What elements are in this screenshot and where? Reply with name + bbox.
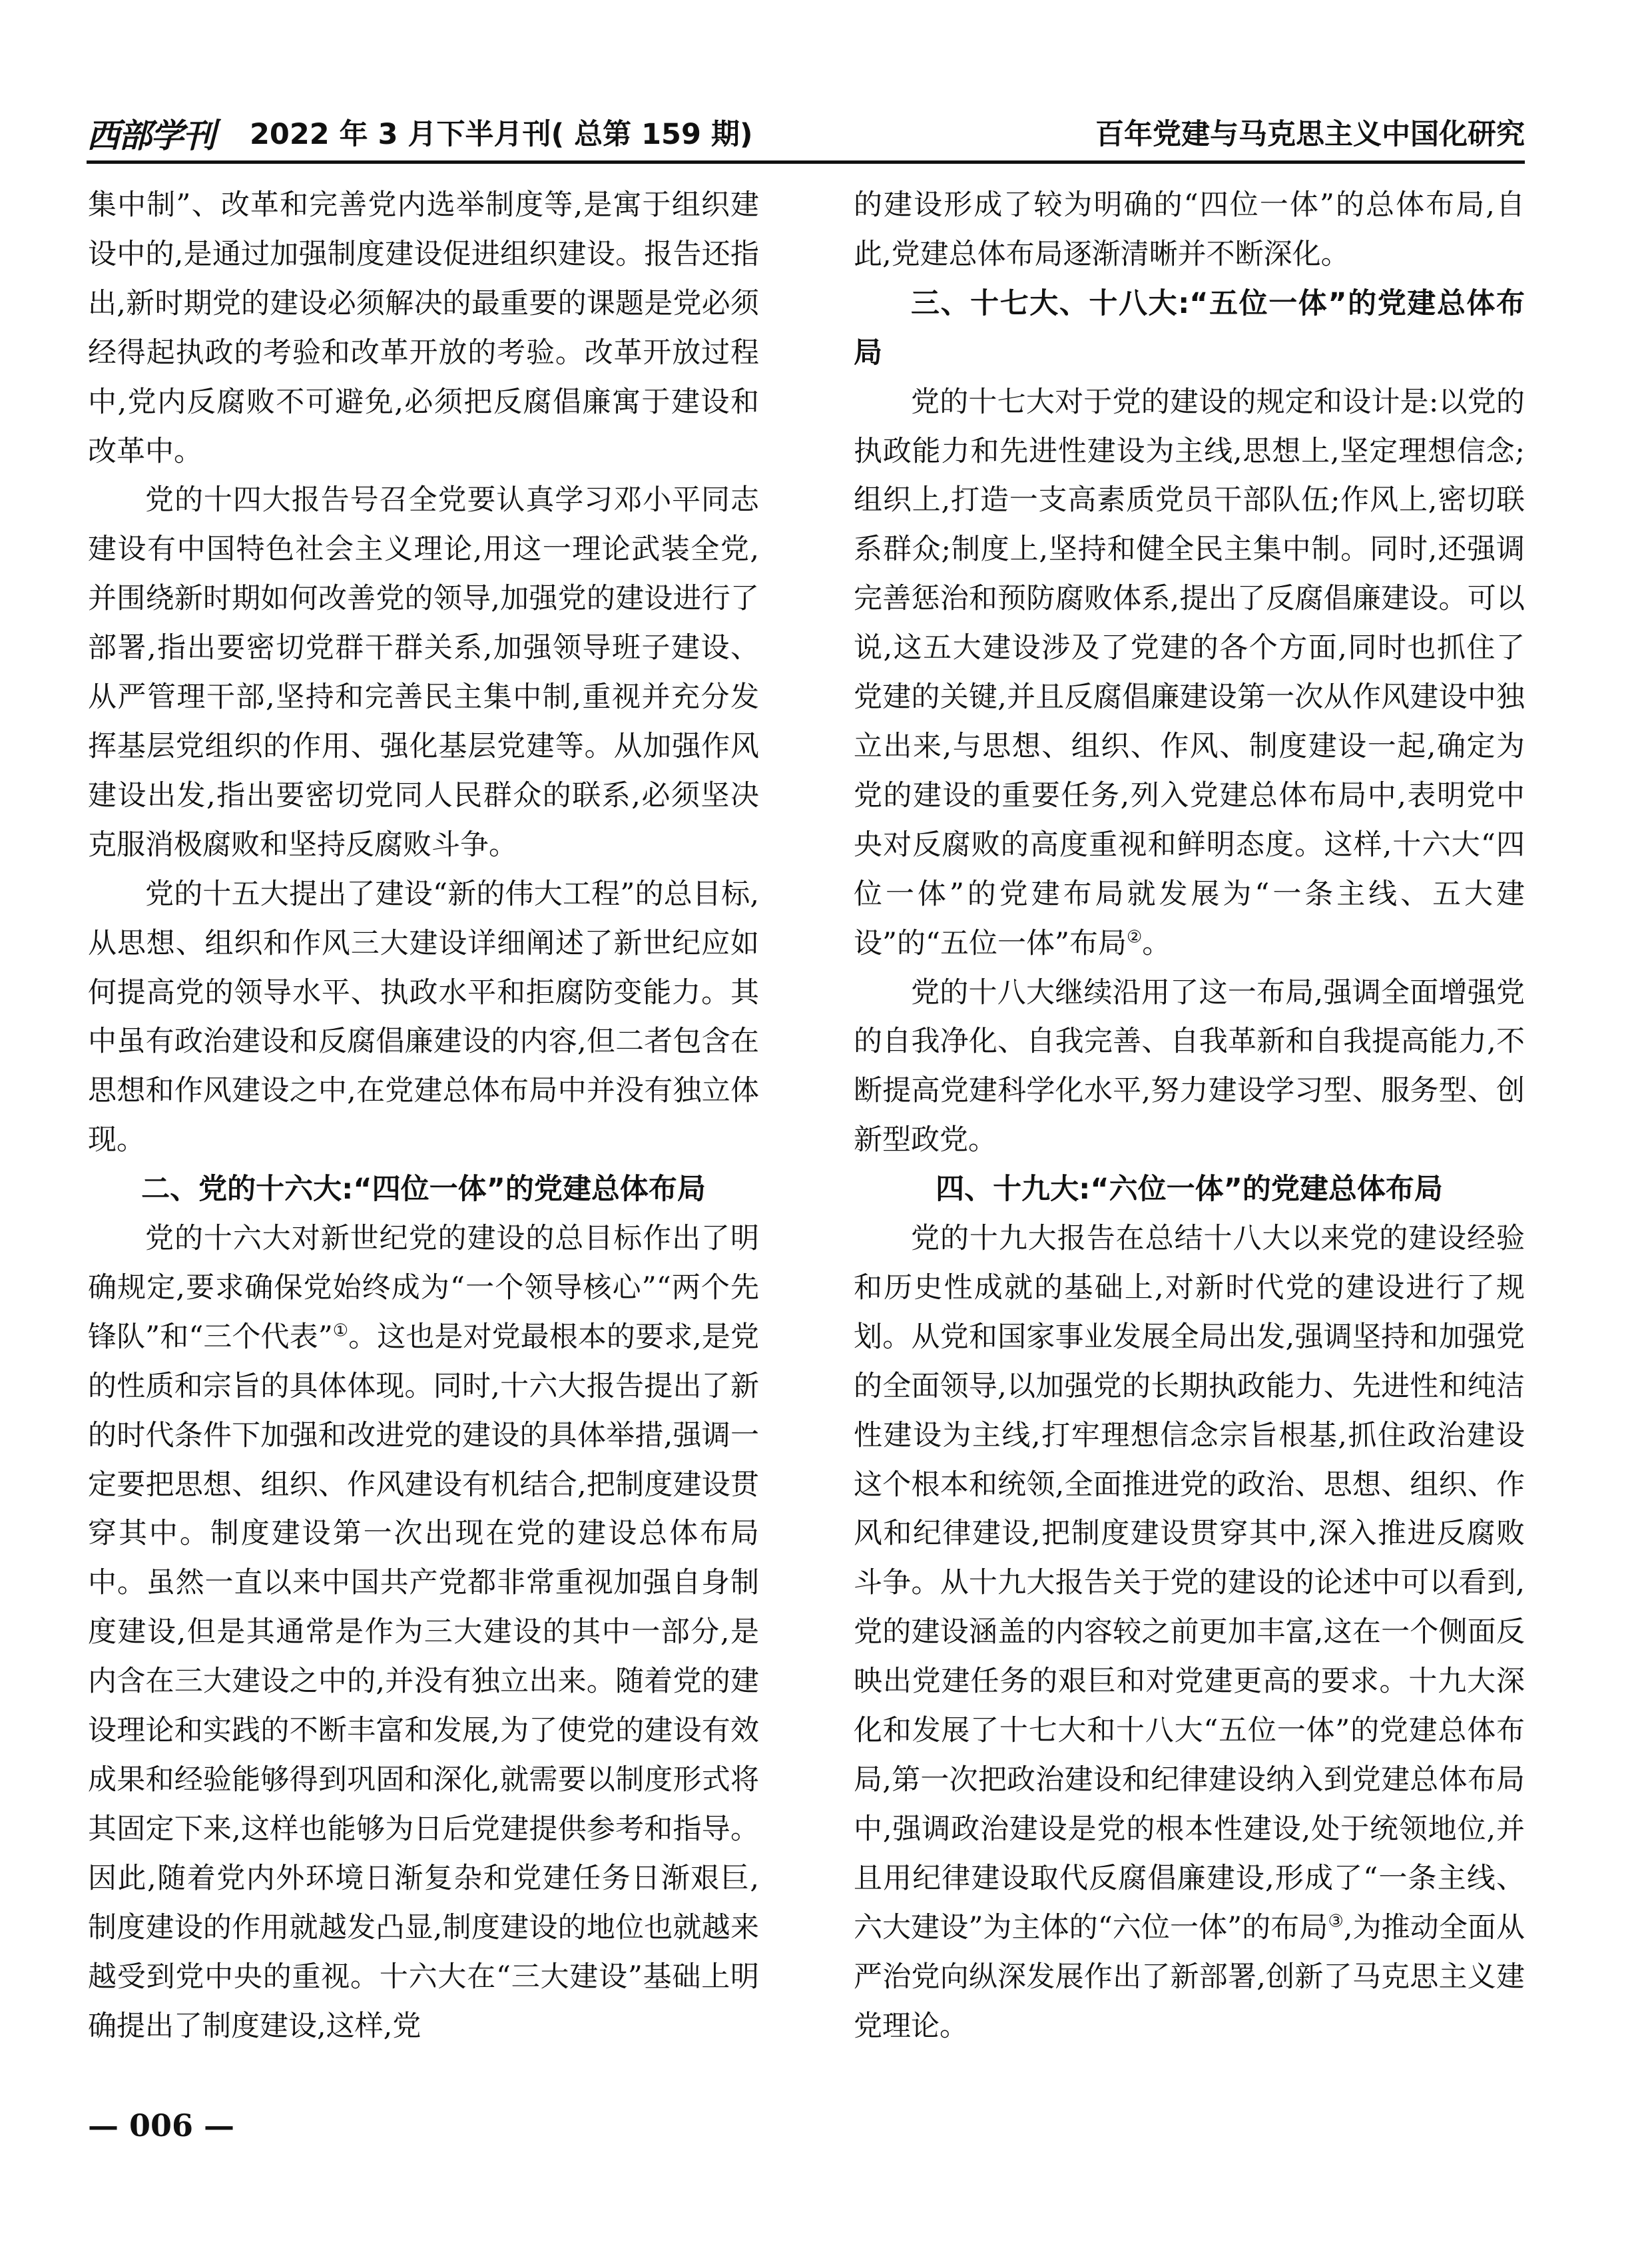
paragraph: 党的十八大继续沿用了这一布局,强调全面增强党的自我净化、自我完善、自我革新和自我提高能力,不断提高党建科学化水平,努力建设学习型、服务型、创新型政党。 <box>854 976 1525 1157</box>
right-column <box>854 181 1525 2051</box>
paragraph: 党的十五大提出了建设“新的伟大工程”的总目标,从思想、组织和作风三大建设详细阐述了新世纪应如何提高党的领导水平、执政水平和拒腐防变能力。其中虽有政治建设和反腐倡廉建设的内容,但二者包含在思想和作风建设之中,在党建总体布局中并没有独立体现。 <box>88 877 759 1157</box>
paragraph-text: 党的十九大报告在总结十八大以来党的建设经验和历史性成就的基础上,对新时代党的建设进行了规划。从党和国家事业发展全局出发,强调坚持和加强党的全面领导,以加强党的长期执政能力、先进性和纯洁性建设为主线,打牢理想信念宗旨根基,抓住政治建设这个根本和统领,全面推进党的政治、思想、组织、作风和纪律建设,把制度建设贯穿其中,深入推进反腐败斗争。从十九大报告关于党的建设的论述中可以看到,党的建设涵盖的内容较之前更加丰富,这在一个侧面反映出党建任务的艰巨和对党建更高的要求。十九大深化和发展了十七大和十八大“五位一体”的党建总体布局,第一次把政治建设和纪律建设纳入到党建总体布局中,强调政治建设是党的根本性建设,处于统领地位,并且用纪律建设取代反腐倡廉建设,形成了“一条主线、六大建设”为主体的“六位一体”的布局 <box>854 1222 1525 1944</box>
section-heading-4: 四、十九大:“六位一体”的党建总体布局 <box>936 1173 1443 1207</box>
paragraph-text: 。 <box>1142 926 1171 960</box>
footnote-marker-3: ③ <box>1328 1911 1344 1932</box>
paragraph-text: 党的十六大对新世纪党的建设的总目标作出了明确规定,要求确保党始终成为“一个领导核心”“两个先锋队”和“三个代表” <box>88 1222 759 1354</box>
journal-logo: 西部学刊 <box>87 116 214 155</box>
paragraph <box>88 1215 759 2051</box>
left-column <box>88 181 759 2051</box>
section-heading-2: 二、党的十六大:“四位一体”的党建总体布局 <box>141 1173 706 1207</box>
journal-issue: 2022 年 3 月下半月刊( 总第 159 期) <box>250 118 753 151</box>
column-name: 百年党建与马克思主义中国化研究 <box>1095 118 1525 151</box>
paragraph-text: ,为推动全面从严治党向纵深发展作出了新部署,创新了马克思主义建党理论。 <box>854 1910 1525 2043</box>
paragraph-text: 。这也是对党最根本的要求,是党的性质和宗旨的具体体现。同时,十六大报告提出了新的时代条件下加强和改进党的建设的具体举措,强调一定要把思想、组织、作风建设有机结合,把制度建设贯穿其中。制度建设第一次出现在党的建设总体布局中。虽然一直以来中国共产党都非常重视加强自身制度建设,但是其通常是作为三大建设的其中一部分,是内含在三大建设之中的,并没有独立出来。随着党的建设理论和实践的不断丰富和发展,为了使党的建设有效成果和经验能够得到巩固和深化,就需要以制度形式将其固定下来,这样也能够为日后党建提供参考和指导。因此,随着党内外环境日渐复杂和党建任务日渐艰巨,制度建设的作用就越发凸显,制度建设的地位也就越来越受到党中央的重视。十六大在“三大建设”基础上明确提出了制度建设,这样,党 <box>88 1320 760 2043</box>
section-heading-3: 三、十七大、十八大:“五位一体”的党建总体布局 <box>854 286 1525 370</box>
paragraph: 集中制”、改革和完善党内选举制度等,是寓于组织建设中的,是通过加强制度建设促进组织建设。报告还指出,新时期党的建设必须解决的最重要的课题是党必须经得起执政的考验和改革开放的考验。改革开放过程中,党内反腐败不可避免,必须把反腐倡廉寓于建设和改革中。 <box>88 188 759 468</box>
footnote-marker-1: ① <box>332 1320 349 1341</box>
running-header <box>87 100 1525 164</box>
footnote-marker-2: ② <box>1126 927 1143 948</box>
paragraph: 党的十四大报告号召全党要认真学习邓小平同志建设有中国特色社会主义理论,用这一理论武装全党,并围绕新时期如何改善党的领导,加强党的建设进行了部署,指出要密切党群干群关系,加强领导班子建设、从严管理干部,坚持和完善民主集中制,重视并充分发挥基层党组织的作用、强化基层党建等。从加强作风建设出发,指出要密切党同人民群众的联系,必须坚决克服消极腐败和坚持反腐败斗争。 <box>88 483 759 862</box>
paragraph: 的建设形成了较为明确的“四位一体”的总体布局,自此,党建总体布局逐渐清晰并不断深化。 <box>854 188 1525 271</box>
paragraph <box>854 378 1525 969</box>
page-number: — 006 — <box>88 2107 235 2143</box>
paragraph-text: 党的十七大对于党的建设的规定和设计是:以党的执政能力和先进性建设为主线,思想上,坚定理想信念;组织上,打造一支高素质党员干部队伍;作风上,密切联系群众;制度上,坚持和健全民主集中制。同时,还强调完善惩治和预防腐败体系,提出了反腐倡廉建设。可以说,这五大建设涉及了党建的各个方面,同时也抓住了党建的关键,并且反腐倡廉建设第一次从作风建设中独立出来,与思想、组织、作风、制度建设一起,确定为党的建设的重要任务,列入党建总体布局中,表明党中央对反腐败的高度重视和鲜明态度。这样,十六大“四位一体”的党建布局就发展为“一条主线、五大建设”的“五位一体”布局 <box>854 385 1525 960</box>
paragraph <box>854 1215 1525 2051</box>
